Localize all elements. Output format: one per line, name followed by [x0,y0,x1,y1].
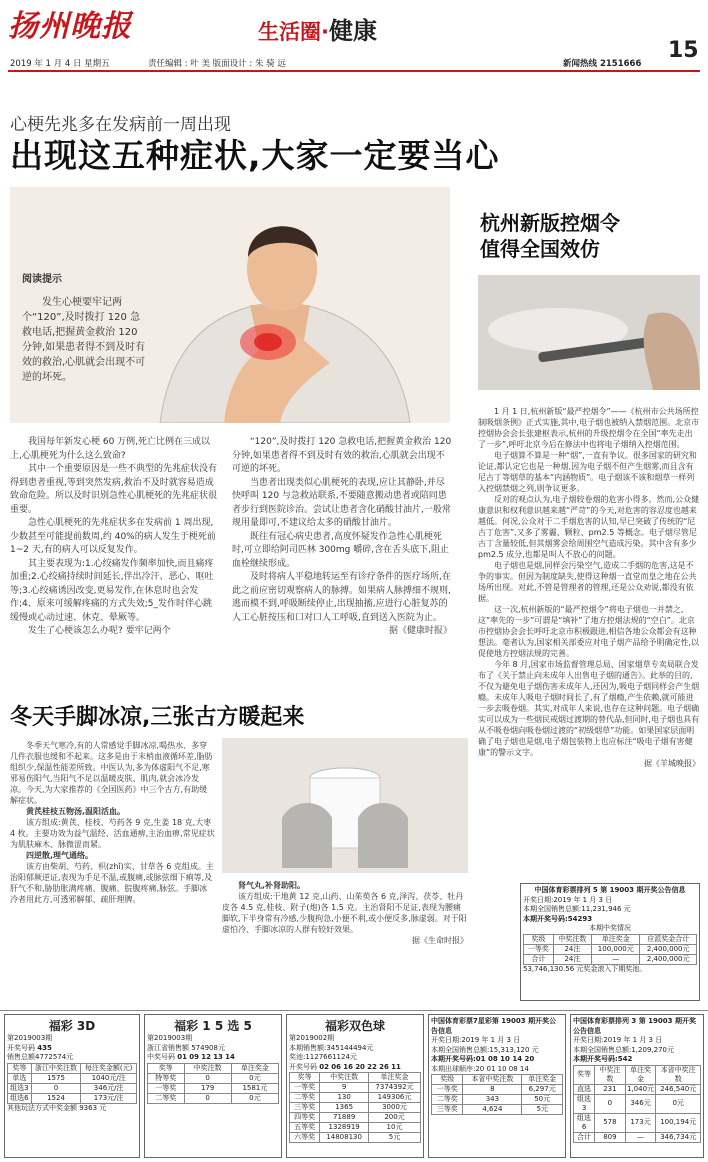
table-cell: 单选 [8,1073,32,1083]
number-label: 中奖号码 [147,1053,175,1061]
table-cell: 179 [184,1083,231,1093]
lottery-title: 福彩 1 5 选 5 [174,1019,252,1033]
lottery-title: 中国体育彩票7星彩第 19003 期开奖公告信息 [431,1017,557,1035]
e-cigarette-photo [478,275,700,390]
paragraph: 急性心肌梗死的先兆症状多在发病前 1 周出现,少数甚至可能提前数周,约 40%的病人发生于梗死前 1~2 天,有的病人可以反复发作。 [10,518,216,555]
table-cell: — [592,954,640,964]
lottery-line: 开奖日期:2019 年 1 月 3 日 [431,1036,521,1044]
second-story-column-2 [222,880,468,946]
winning-number: 12 [201,1053,211,1061]
paragraph: 今年 8 月,国家市场监督管理总局、国家烟草专卖局联合发布了《关于禁止向未成年人出售电子烟的通告》。此举的目的,不仅为避免电子烟伤害未成年人,还因为,吸电子烟同样会产生烟瘾。未成年人吸电子烟时间长了,有了烟瘾,产生依赖,就可能进一步去吸卷烟。其实,对成年人来说,也存在这种问题。电子烟确实可以成为一些烟民戒烟过渡期的替代品,但同时,电子烟也具有从不吸卷烟向吸卷烟过渡的“初级烟草”功能。如果国家层面明确了电子烟也是烟,电子烟包装物上也应标注“吸电子烟有害健康”的警示文字。 [478,660,700,757]
lottery-issue: 第2019003期 [7,1034,53,1042]
paragraph: 我国每年新发心梗 60 万例,死亡比例在三成以上,心肌梗死为什么这么致命? [10,437,211,461]
table-header: 单注奖金 [522,1075,563,1085]
table-header: 中奖注数 [553,934,591,944]
paragraph: 及时将病人平稳地转运至有诊疗条件的医疗场所,在此之前应密切观察病人的脉搏。如果病人脉搏细不规则,逃而模不到,呼吸断续停止,出现抽搐,应进行心脏复苏的人工心脏按压和口对口人工呼吸,直到送入医院为止。 [232,572,451,623]
winning-number: 13 [213,1053,223,1061]
lottery-title: 中国体育彩票排列 3 第 19003 期开奖公告信息 [573,1017,696,1035]
paragraph: 电子烟算不算是一种“烟”,一直有争议。很多国家的研究和论证,都认定它也是一种烟,因为电子烟不但产生烟雾,而且含有尼古丁等烟草的基本“内涵物质”。电子烟该不该和烟草一样列入控烟禁烟之列,则争议更多。 [478,451,697,493]
right-headline-line-2: 值得全国效仿 [480,237,600,261]
winning-number: 14 [225,1053,235,1061]
paragraph: 既往有冠心病史患者,高度怀疑发作急性心肌梗死时,可立即给阿司匹林 300mg 嚼碎,含在舌头底下,阻止血栓继续形成。 [232,531,449,569]
table-row [290,1093,421,1103]
section-prefix: 生活圈· [258,20,329,44]
table-cell: 24注 [553,944,591,954]
table-cell: 五等奖 [290,1123,320,1133]
lottery-title: 中国体育彩票排列 5 第 19003 期开奖公告信息 [534,886,686,894]
table-header: 中奖注数 [595,1065,626,1084]
paragraph: 电子烟也是烟,同样会污染空气,造成二手烟的危害,这是不争的事实。但因为制度缺失,使得这种烟一直堂而皇之地在公共场所出现。对此,不管是管理者的管理,还是公众劝说,都没有依据。 [478,561,697,603]
table-cell: 1040元/注 [81,1073,137,1083]
table-cell: 1328919 [320,1123,369,1133]
table-row [290,1083,421,1093]
paragraph: 其中一个重要原因是一些不典型的先兆症状没有得到患者重视,等到突然发病,救治不及时就容易造成致命危险。所以及时识别急性心肌梗死的先兆症状很重要。 [10,464,218,515]
number-label: 开奖号码 [7,1043,35,1052]
lottery-table [523,934,697,965]
lottery-line: 本期出球顺序:20 01 10 08 14 [431,1064,529,1073]
table-row [574,1132,701,1142]
masthead-logo: 扬州晚报 [8,9,132,44]
lottery-title: 福彩双色球 [324,1019,385,1033]
second-headline: 冬天手脚冰凉,三张古方暖起来 [10,705,305,730]
table-cell: 0元 [231,1093,278,1103]
editor-credits: 责任编辑 : 叶 美 版面设计 : 朱 骑 远 [148,59,286,69]
red-ball: 22 [367,1062,377,1071]
issue-date: 2019 年 1 月 4 日 星期五 [10,59,110,69]
table-cell: 1,040元 [626,1084,655,1093]
table-cell: 7374392元 [369,1083,421,1093]
table-header: 奖等 [148,1063,185,1073]
news-hotline: 新闻热线 2151666 [563,59,642,69]
table-cell: 组选6 [574,1113,595,1132]
lottery-issue: 第2019003期 [147,1034,193,1042]
table-cell: 100,000元 [592,944,640,954]
table-header: 单注奖金 [231,1063,278,1073]
table-cell: 2,400,000元 [640,954,697,964]
table-header: 中奖注数 [320,1073,369,1083]
table-header: 本省中奖注数 [656,1065,701,1084]
story-source: 据《健康时报》 [388,626,452,636]
table-cell: 578 [595,1113,626,1132]
table-row [290,1103,421,1113]
table-cell: 3000元 [369,1103,421,1113]
table-cell: 0元 [231,1073,278,1083]
paragraph: 发生了心梗该怎么办呢? 要牢记两个 [28,626,171,636]
table-cell: 346元 [625,1094,656,1113]
lottery-table [147,1063,279,1104]
table-cell: 二等奖 [148,1093,185,1103]
remedy-heading: 肾气丸,补肾助阳。 [238,881,306,890]
table-cell: 8 [463,1085,522,1095]
table-row [290,1123,421,1133]
paragraph: 其主要表现为:1.心绞痛发作频率加快,而且痛疼加重;2.心绞痛持续时间延长,伴出冷汗、恶心、呕吐等;3.心绞痛诱因改变,更易发作,在休息时也会发作;4、原来可缓解疼痛的方式失效;5_发作时伴心跳缓慢或心动过速、休克、晕厥等。 [10,558,214,623]
winning-number: 09 [189,1053,199,1061]
main-story-column-1 [10,436,218,639]
red-ball: 26 [379,1062,389,1071]
red-ball: 20 [355,1062,365,1071]
table-header: 单注奖金 [625,1065,656,1084]
table-cell: 直选 [574,1084,595,1094]
table-cell: 1575 [31,1073,81,1083]
table-cell: 173元/注 [81,1093,137,1103]
fucai-3d-box [4,1014,140,1158]
paragraph: 反对的观点认为,电子烟较卷烟的危害小得多。然而,公众健康意识和权利意识越来越“严苛”的今天,对危害的容忍度也越来越低。何况,公众对于二手烟危害的认知,早已突破了传统的“尼古丁危害”,又多了雾霾、颗粒、pm2.5 等概念。电子烟尽管尼古丁含量较低,但其烟雾会给周围空气造成污染。其中含有多少 pm2.5 成分,也都是叫人不放心的问题。 [478,495,700,559]
table-row [290,1113,421,1123]
table-cell: 合计 [574,1132,595,1142]
table-cell: 一等奖 [148,1083,185,1093]
table-cell: 4,624 [463,1105,522,1115]
story-kicker: 心梗先兆多在发病前一周出现 [10,115,231,135]
table-row [290,1133,421,1143]
table-cell: 组选3 [574,1094,595,1113]
table-cell: 一等奖 [432,1085,463,1095]
right-headline [480,210,620,262]
table-row [574,1084,701,1094]
vaping-icon [478,275,700,390]
header-divider [8,70,700,72]
table-cell: 343 [463,1095,522,1105]
lottery-title: 福彩 3D [48,1019,96,1033]
ticai-7star-box [428,1014,566,1158]
table-cell: 5元 [369,1133,421,1143]
table-cell: 0 [184,1093,231,1103]
table-row [148,1073,279,1083]
table-cell: 346元/注 [81,1083,137,1093]
lottery-table [431,1074,563,1115]
warm-cup-photo [222,738,468,873]
lottery-number-row [147,1053,279,1063]
table-row [524,944,697,954]
section-title [258,16,377,46]
lottery-sales: 本期销售额:345144494元 [289,1043,374,1052]
table-cell: 24注 [553,954,591,964]
table-row [574,1113,701,1132]
hands-holding-cup-icon [222,738,468,873]
section-main: 健康 [328,17,377,45]
table-header: 浙江中奖注数 [31,1063,81,1073]
table-cell: 130 [320,1093,369,1103]
lottery-sales: 浙江省销售额 574908元 [147,1043,225,1052]
lottery-line: 开奖日期:2019 年 1 月 3 日 [573,1036,663,1044]
lottery-note: 53,746,130.56 元奖金滚入下期奖池。 [523,964,647,973]
lottery-number-row [289,1063,421,1073]
table-header: 单注奖金 [592,934,640,944]
table-cell: 0 [595,1094,626,1113]
reading-tip-text: 发生心梗要牢记两个“120”,及时拨打 120 急救电话,把握黄金救治 120 分钟,如果患者得不到及时有效的救治,心肌就会出现不可逆的坏死。 [22,297,146,383]
table-header: 应派奖金合计 [640,934,697,944]
lottery-table [289,1072,421,1143]
main-story-column-2 [232,436,452,639]
lottery-table-title: 本期中奖情况 [589,924,631,932]
table-cell: 1524 [31,1093,81,1103]
fucai-ssq-box [286,1014,424,1158]
table-cell: 0元 [656,1094,701,1113]
lottery-table [573,1065,701,1143]
lottery-number-row [7,1044,137,1054]
table-cell: 6,297元 [522,1085,563,1095]
table-header: 本省中奖注数 [463,1075,522,1085]
table-row [432,1085,563,1095]
lottery-line: 本期全国销售总额:15,313,120 元 [431,1045,539,1054]
table-row [432,1105,563,1115]
table-row [148,1093,279,1103]
lottery-line: 本期开奖号码:54293 [523,914,593,923]
table-row [8,1093,137,1103]
table-cell: 14808130 [320,1133,369,1143]
table-cell: 一等奖 [524,944,554,954]
lottery-pool: 奖池:1127661124元 [289,1053,357,1061]
sports-lottery-p5-box [520,883,700,1001]
winning-number: 435 [37,1043,52,1052]
table-cell: 149306元 [369,1093,421,1103]
paragraph: “120”,及时拨打 120 急救电话,把握黄金救治 120 分钟,如果患者得不到及时有效的救治,心肌就会出现不可逆的坏死。 [232,437,452,474]
winning-number: 01 [177,1053,187,1061]
right-story-body [478,406,700,769]
red-ball: 02 [319,1062,329,1071]
lottery-issue: 第2019002期 [289,1034,335,1042]
table-cell: 二等奖 [290,1093,320,1103]
main-headline: 出现这五种症状,大家一定要当心 [10,136,500,175]
table-row [8,1073,137,1083]
remedy-heading: 四逆散,理气通络。 [26,851,94,860]
table-cell: 三等奖 [432,1105,463,1115]
table-cell: 173元 [625,1113,656,1132]
table-row [148,1083,279,1093]
table-cell: 1365 [320,1103,369,1113]
bottom-divider [0,1010,708,1011]
right-headline-line-1: 杭州新版控烟令 [480,211,620,235]
table-cell: 三等奖 [290,1103,320,1113]
lottery-table [7,1063,137,1104]
table-cell: 71889 [320,1113,369,1123]
table-cell: 231 [595,1084,626,1094]
story-source: 据《羊城晚报》 [644,759,700,768]
table-cell: 200元 [369,1113,421,1123]
table-cell: — [625,1132,656,1142]
table-cell: 346,734元 [656,1132,701,1142]
table-cell: 合计 [524,954,554,964]
blue-ball: 11 [391,1062,401,1071]
table-header: 中奖注数 [184,1063,231,1073]
lottery-line: 本期全国销售总额:1,209,270元 [573,1045,674,1054]
table-cell: 二等奖 [432,1095,463,1105]
paragraph: 冬季天气寒冷,有的人常感觉手脚冰凉,喝热水、多穿几件衣服也缓和不起来。这多是由于末梢血液循环差,脂肪组织少,保温性能差所致。中医认为,多为体虚阳气不足,寒邪易伤阳气,当阳气不足以温暖皮肤、肌肉,就会冰冷发凉。今天,为大家推荐的《全国医药》中三个古方,有助缓解症状。 [10,741,213,805]
paragraph: 这一次,杭州新版的“最严控烟令”将电子烟也一并禁之,这“率先的一步”可谓是“填补”了地方控烟法规的“空白”。北京市控烟协会会长呼吁北京市积极跟进,相信各地公众都会有这种想法。毫者认为,国家相关部委应对电子烟产品给予明确定性,以促使地方控烟法规的完善。 [478,605,700,658]
table-row [524,954,697,964]
table-row [8,1083,137,1093]
table-cell: 100,194元 [656,1113,701,1132]
lottery-line: 开奖日期:2019 年 1 月 3 日 [523,895,613,904]
paragraph: 该方组成:黄芪、桂枝、芍药各 9 克,生姜 18 克,大枣 4 枚。主要功效为益气温经、活血通痹,主治血痹,常见症状为肌肤麻木、脉微涩而紧。 [10,818,215,849]
table-cell: 50元 [522,1095,563,1105]
table-cell: 2,400,000元 [640,944,697,954]
lottery-line: 本期开奖号码:542 [573,1055,633,1063]
table-header: 奖等 [290,1073,320,1083]
lottery-line: 本期全国销售总额:11,231,946 元 [523,905,631,913]
table-cell: 10元 [369,1123,421,1133]
lottery-line: 本期开奖号码:01 08 10 14 20 [431,1055,535,1063]
table-header: 奖等 [574,1065,595,1084]
red-ball: 16 [343,1062,353,1071]
table-header: 单注奖金 [369,1073,421,1083]
paragraph: 当患者出现类似心肌梗死的表现,应让其静卧,并尽快呼叫 120 与急救站联系,不要随意搬动患者或陪同患者步行到医院诊治。尝试让患者含化硝酸甘油片,一般常规用量即可,不建议给太多的硝酸甘油片。 [232,477,451,528]
table-cell: 1581元 [231,1083,278,1093]
table-cell: 特等奖 [148,1073,185,1083]
table-header: 奖级 [524,934,554,944]
table-row [432,1095,563,1105]
table-row [574,1094,701,1113]
table-cell: 9 [320,1083,369,1093]
lottery-sales: 销售总额4772574元 [7,1053,74,1061]
page-number: 15 [668,38,699,63]
paragraph: 该方组成:干地黄 12 克,山药、山茱萸各 6 克,泽泻、茯苓、牡丹皮各 4.5 克,桂枝、附子(炮)各 1.5 克。主治肾阳不足证,表现为腰痛脚软,下半身常有冷感,少腹拘急,小便不利,或小便反多,脉虚弱。对于阳虚怕冷、手脚冰凉的人群有较好效果。 [222,892,467,934]
remedy-heading: 黄芪桂枝五物汤,温阳活血。 [26,807,126,816]
paragraph: 1 月 1 日,杭州新版“最严控烟令”——《杭州市公共场所控制吸烟条例》正式实施,其中,电子烟也被纳入禁烟范围。北京市控烟协会会长张建枢表示,杭州的升级控烟令在全国“率先走出了一步”,呼吁北京今后在修法中也将电子烟纳入控烟范围。 [478,407,700,449]
red-ball: 06 [331,1062,341,1071]
lottery-footer: 其他玩法方式中奖金额 9363 元 [7,1103,107,1112]
table-header: 每注奖金额(元) [81,1063,137,1073]
second-story-column-1 [10,740,215,905]
table-cell: 246,540元 [656,1084,701,1094]
paragraph: 该方由柴胡、芍药、枳(zhǐ)实、甘草各 6 克组成。主治阳郁厥逆证,表现为手足不温,或腹痛,或脉弦细下痢等,及肝气不和,胁肋胀满疼痛、腹痛、脘腹疼痛,脉弦。手脚冰冷者用此方,可透邪解郁、疏肝理脾。 [10,862,214,904]
table-cell: 六等奖 [290,1133,320,1143]
fucai-15x5-box [144,1014,282,1158]
table-cell: 5元 [522,1105,563,1115]
table-cell: 组选6 [8,1093,32,1103]
reading-tip-title: 阅读提示 [22,274,62,285]
table-cell: 809 [595,1132,626,1142]
table-cell: 四等奖 [290,1113,320,1123]
ticai-p3-box [570,1014,704,1158]
reading-tip-box [22,270,150,415]
table-header: 奖级 [432,1075,463,1085]
table-header: 奖等 [8,1063,32,1073]
table-cell: 0 [184,1073,231,1083]
table-cell: 一等奖 [290,1083,320,1093]
table-cell: 组选3 [8,1083,32,1093]
story-source: 据《生命时报》 [412,936,468,945]
table-cell: 0 [31,1083,81,1093]
number-label: 开奖号码 [289,1062,317,1071]
